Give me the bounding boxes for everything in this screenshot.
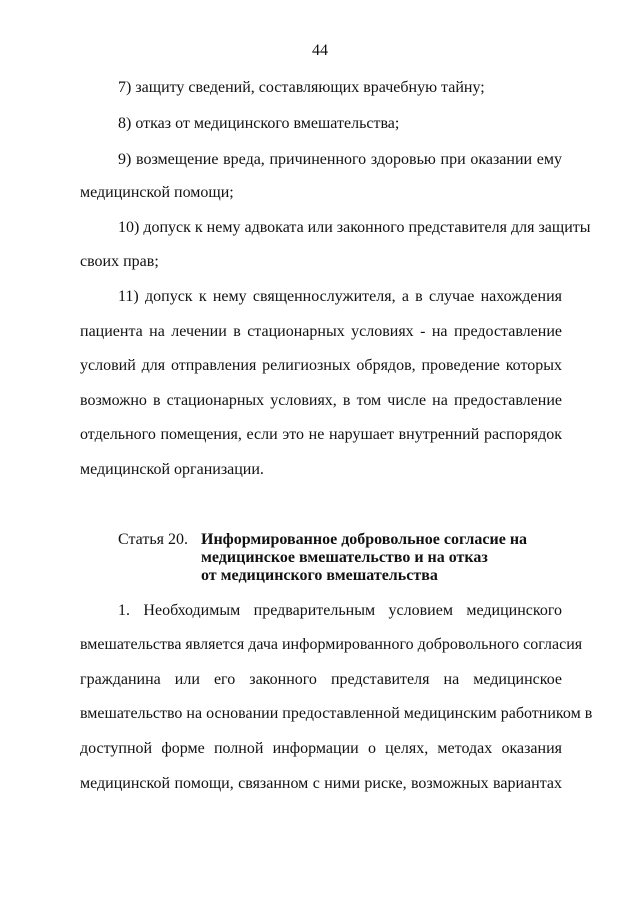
- list-item-10-line-1: 10) допуск к нему адвоката или законного представителя для защиты: [118, 219, 591, 236]
- list-item-9-line-1: 9) возмещение вреда, причиненного здоровью при оказании ему: [118, 151, 562, 168]
- article-title-line-2: медицинское вмешательство и на отказ: [201, 549, 488, 566]
- list-item-11-line-2: пациента на лечении в стационарных условиях - на предоставление: [80, 323, 562, 340]
- article-title-line-3: от медицинского вмешательства: [201, 567, 438, 584]
- list-item-11-line-4: возможно в стационарных условиях, в том числе на предоставление: [80, 392, 562, 409]
- list-item-11-line-6: медицинской организации.: [80, 461, 264, 478]
- list-item-9-line-2: медицинской помощи;: [80, 184, 234, 201]
- list-item-11-line-1: 11) допуск к нему священнослужителя, а в случае нахождения: [118, 288, 562, 305]
- paragraph-1-line-5: доступной форме полной информации о целях, методах оказания: [80, 740, 562, 757]
- paragraph-1-line-2: вмешательства является дача информированного добровольного согласия: [80, 636, 583, 653]
- paragraph-1-line-1: 1. Необходимым предварительным условием медицинского: [118, 602, 562, 619]
- list-item-8: 8) отказ от медицинского вмешательства;: [118, 115, 400, 132]
- article-title-line-1: Информированное добровольное согласие на: [201, 531, 528, 548]
- paragraph-1-line-6: медицинской помощи, связанном с ними риске, возможных вариантах: [80, 775, 562, 792]
- article-label: Статья 20.: [118, 531, 188, 548]
- page-number: 44: [312, 42, 328, 59]
- list-item-7: 7) защиту сведений, составляющих врачебную тайну;: [118, 79, 485, 96]
- paragraph-1-line-3: гражданина или его законного представителя на медицинское: [80, 671, 562, 688]
- list-item-11-line-3: условий для отправления религиозных обрядов, проведение которых: [80, 357, 562, 374]
- paragraph-1-line-4: вмешательство на основании предоставленной медицинским работником в: [80, 705, 593, 722]
- list-item-11-line-5: отдельного помещения, если это не нарушает внутренний распорядок: [80, 426, 562, 443]
- list-item-10-line-2: своих прав;: [80, 253, 159, 270]
